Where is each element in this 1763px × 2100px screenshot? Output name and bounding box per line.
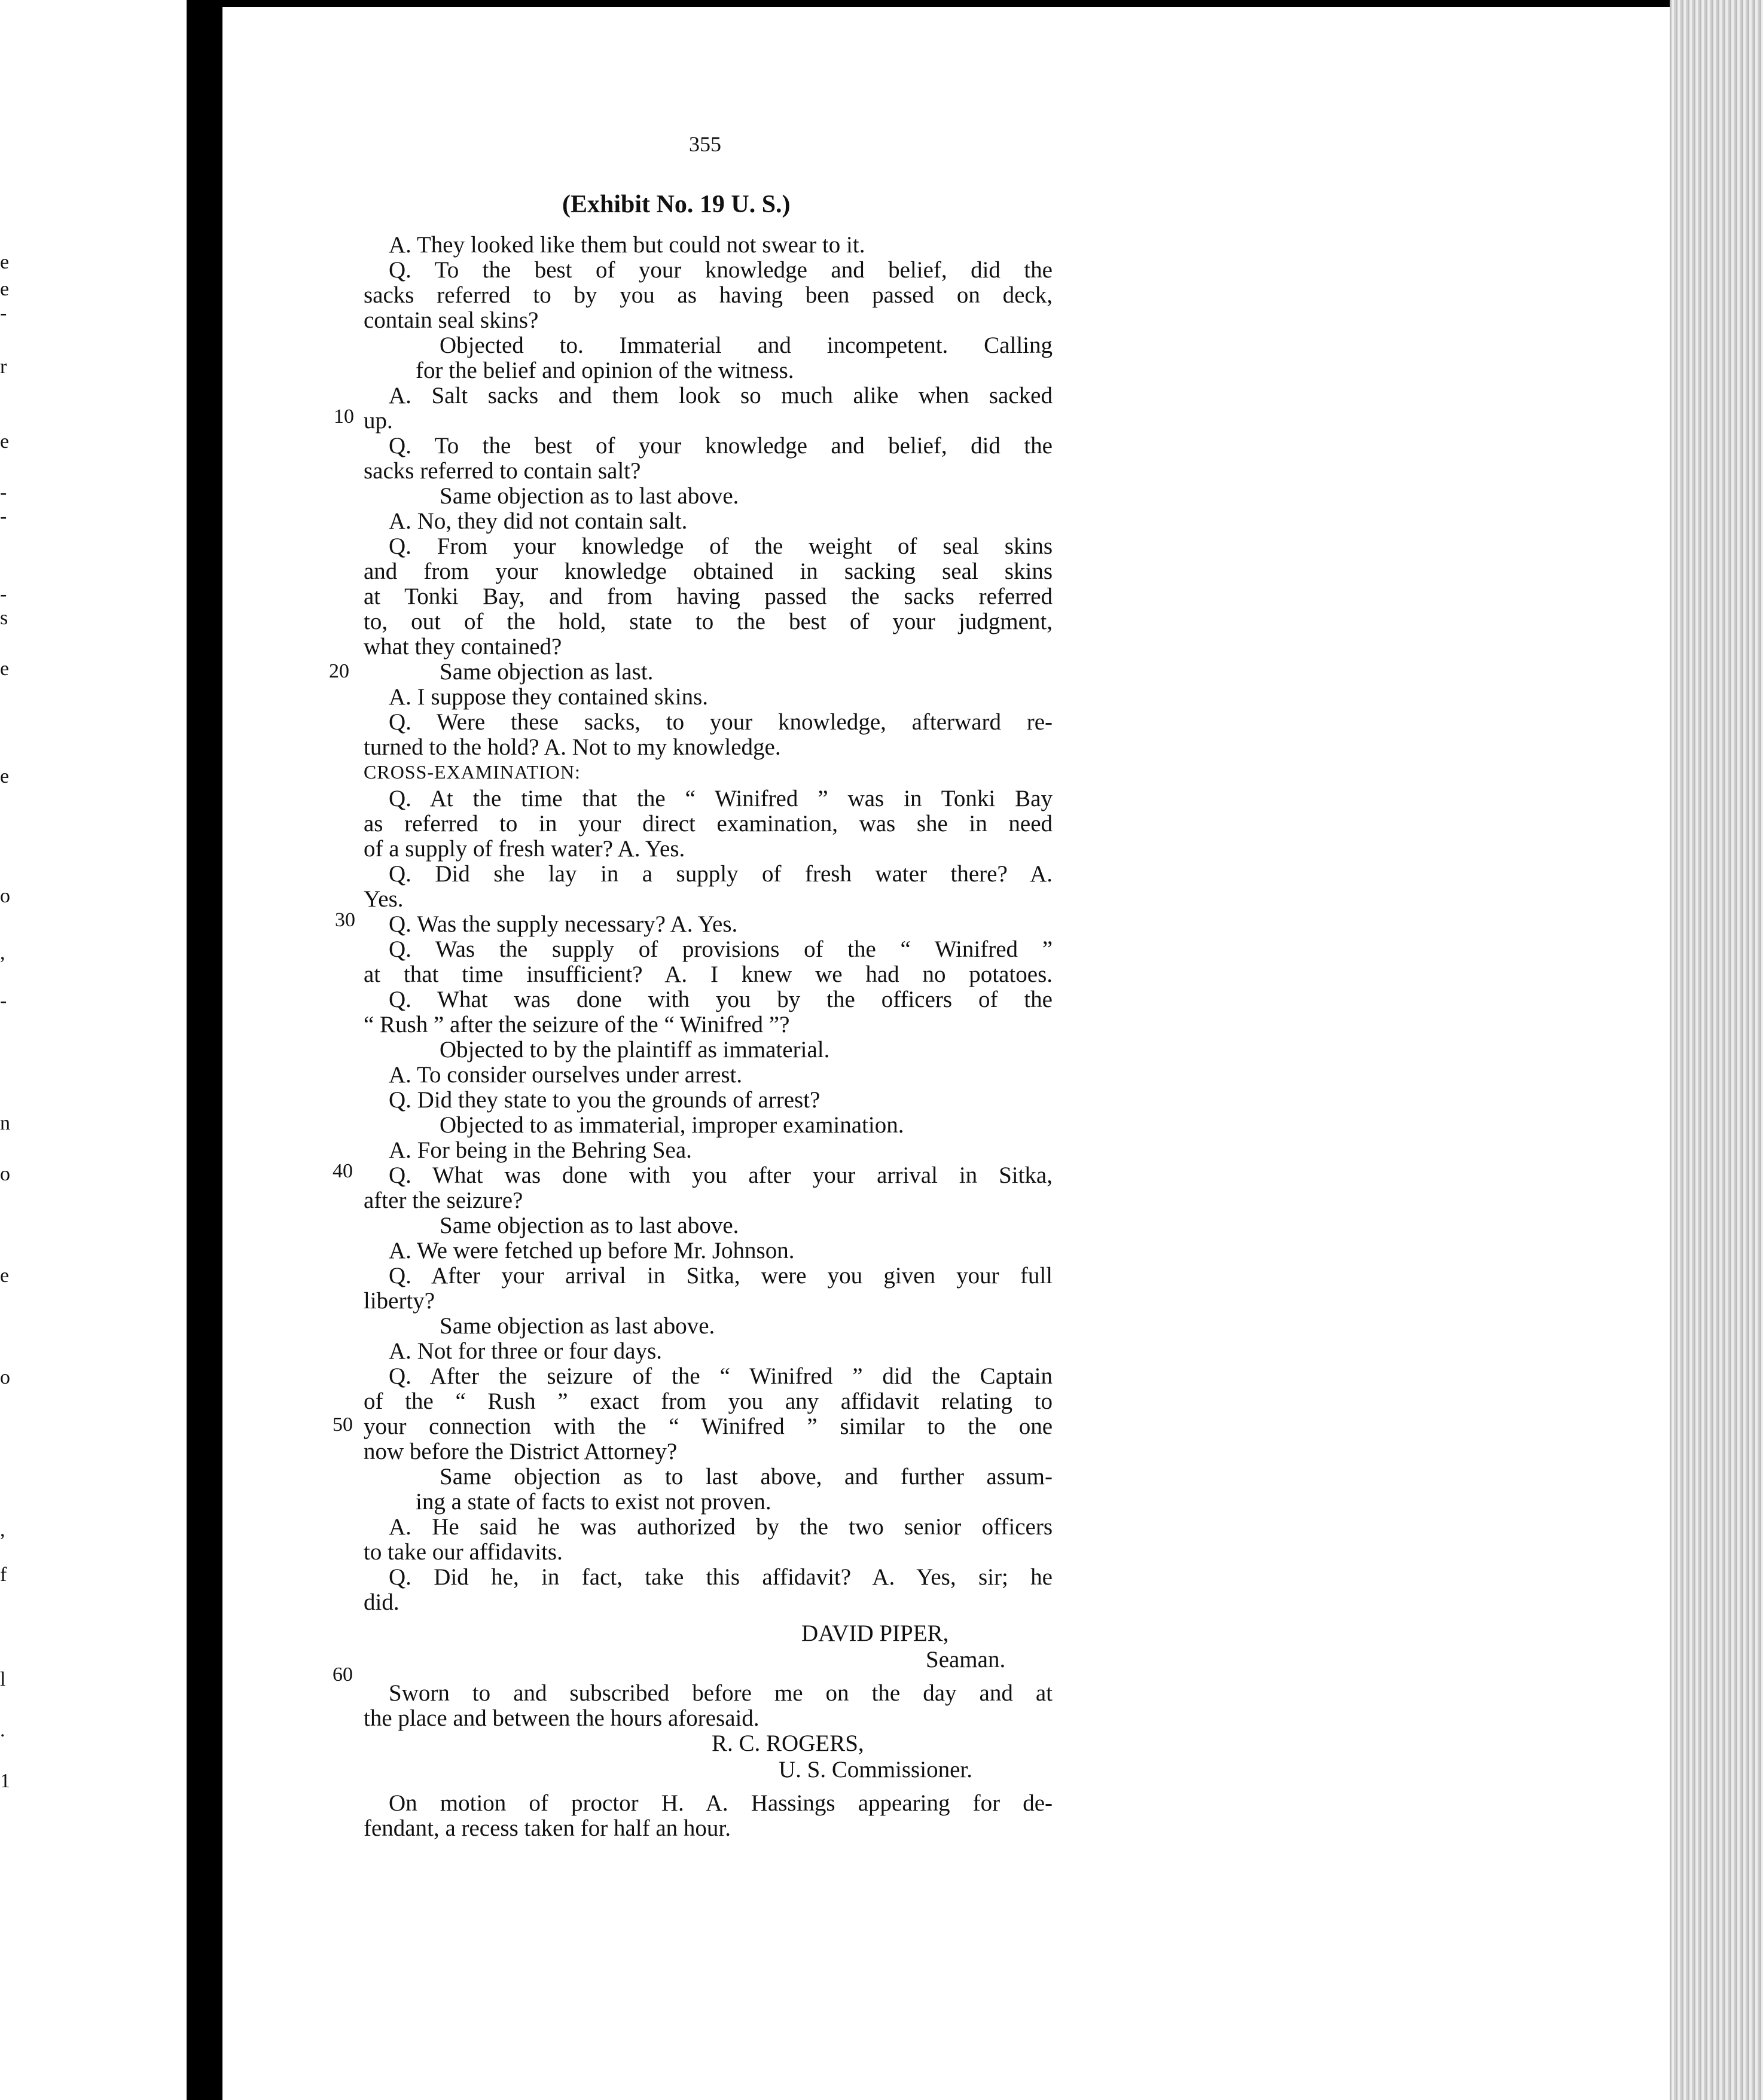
margin-fragment: . — [0, 1719, 5, 1741]
text-line: fendant, a recess taken for half an hour. — [364, 1815, 731, 1841]
text-line: liberty? — [364, 1288, 435, 1314]
text-line: Q. After your arrival in Sitka, were you given your full — [389, 1263, 1053, 1289]
text-line: A. We were fetched up before Mr. Johnson. — [389, 1238, 795, 1263]
text-line: Q. What was done with you after your arrival in Sitka, — [389, 1162, 1053, 1188]
margin-fragment: - — [0, 505, 7, 527]
text-line: at that time insufficient? A. I knew we had no potatoes. — [364, 962, 1053, 987]
text-line: of the “ Rush ” exact from you any affidavit relating to — [364, 1388, 1053, 1414]
margin-fragment: s — [0, 607, 8, 629]
text-line: A. To consider ourselves under arrest. — [389, 1062, 743, 1088]
text-line: sacks referred to contain salt? — [364, 458, 641, 484]
text-line: what they contained? — [364, 634, 562, 660]
margin-fragment: - — [0, 990, 7, 1012]
text-line: Q. To the best of your knowledge and belief, did the — [389, 433, 1053, 459]
margin-fragment: - — [0, 583, 7, 605]
text-line: to take our affidavits. — [364, 1539, 563, 1565]
margin-fragment: e — [0, 278, 10, 300]
page-stack-edge — [1670, 0, 1763, 2100]
text-line: the place and between the hours aforesaid. — [364, 1705, 760, 1731]
text-line: up. — [364, 408, 393, 434]
line-number: 50 — [333, 1414, 353, 1436]
line-number: 30 — [335, 909, 355, 931]
margin-fragment: - — [0, 302, 7, 324]
text-line: A. For being in the Behring Sea. — [389, 1137, 692, 1163]
text-line: Q. Was the supply necessary? A. Yes. — [389, 911, 738, 937]
text-line: Same objection as to last above, and further assum- — [440, 1464, 1053, 1489]
text-line: Q. At the time that the “ Winifred ” was in Tonki Bay — [389, 786, 1053, 811]
text-line: Objected to. Immaterial and incompetent. Calling — [440, 332, 1053, 358]
text-line: Same objection as to last above. — [440, 483, 739, 509]
book-gutter — [187, 0, 222, 2100]
margin-fragment: e — [0, 658, 10, 680]
margin-fragment: n — [0, 1112, 10, 1134]
commissioner-title: U. S. Commissioner. — [779, 1757, 972, 1782]
margin-fragment: o — [0, 1163, 10, 1185]
margin-fragment: o — [0, 885, 10, 907]
margin-fragment: , — [0, 942, 5, 964]
text-line: did. — [364, 1589, 399, 1615]
page-number: 355 — [689, 132, 721, 156]
text-line: turned to the hold? A. Not to my knowledge. — [364, 734, 781, 760]
margin-fragment: 1 — [0, 1770, 10, 1792]
margin-fragment: r — [0, 356, 7, 378]
line-number: 20 — [329, 660, 349, 682]
margin-fragment: e — [0, 1265, 10, 1287]
scan-edge — [222, 0, 1670, 7]
text-line: Objected to as immaterial, improper examination. — [440, 1112, 904, 1138]
signature-title: Seaman. — [926, 1647, 1006, 1672]
text-line: and from your knowledge obtained in sacking seal skins — [364, 558, 1053, 584]
text-line: Q. Did he, in fact, take this affidavit? A. Yes, sir; he — [389, 1564, 1053, 1590]
facing-page — [0, 0, 187, 2100]
text-line: at Tonki Bay, and from having passed the sacks referred — [364, 584, 1053, 609]
text-line: ing a state of facts to exist not proven. — [416, 1489, 771, 1515]
text-line: of a supply of fresh water? A. Yes. — [364, 836, 685, 862]
text-line: Same objection as last above. — [440, 1313, 715, 1339]
text-line: as referred to in your direct examination, was she in need — [364, 811, 1053, 837]
text-line: sacks referred to by you as having been passed on deck, — [364, 282, 1053, 308]
text-line: Q. Was the supply of provisions of the “ Winifred ” — [389, 936, 1053, 962]
text-line: On motion of proctor H. A. Hassings appearing for de- — [389, 1790, 1053, 1816]
exhibit-heading: (Exhibit No. 19 U. S.) — [562, 191, 791, 218]
text-line: Q. Did she lay in a supply of fresh water there? A. — [389, 861, 1053, 887]
text-line: Same objection as last. — [440, 659, 654, 685]
text-line: A. I suppose they contained skins. — [389, 684, 709, 710]
text-line: contain seal skins? — [364, 307, 539, 333]
margin-fragment: f — [0, 1564, 7, 1586]
text-line: Q. After the seizure of the “ Winifred ” did the Captain — [389, 1363, 1053, 1389]
margin-fragment: , — [0, 1519, 5, 1541]
text-line: Q. From your knowledge of the weight of seal skins — [389, 533, 1053, 559]
text-line: Objected to by the plaintiff as immaterial. — [440, 1037, 830, 1063]
text-line: Q. Did they state to you the grounds of arrest? — [389, 1087, 821, 1113]
text-line: Q. Were these sacks, to your knowledge, afterward re- — [389, 709, 1053, 735]
margin-fragment: - — [0, 481, 7, 503]
margin-fragment: e — [0, 251, 10, 273]
text-line: your connection with the “ Winifred ” similar to the one — [364, 1414, 1053, 1439]
line-number: 40 — [333, 1160, 353, 1182]
text-line: after the seizure? — [364, 1188, 523, 1213]
text-line: to, out of the hold, state to the best of your judgment, — [364, 609, 1053, 634]
line-number: 60 — [333, 1663, 353, 1686]
text-line: A. They looked like them but could not swear to it. — [389, 232, 865, 258]
text-line: Q. What was done with you by the officers of the — [389, 987, 1053, 1012]
text-line: Yes. — [364, 886, 404, 912]
text-line: now before the District Attorney? — [364, 1439, 678, 1464]
margin-fragment: e — [0, 765, 10, 788]
commissioner-name: R. C. ROGERS, — [712, 1730, 864, 1756]
text-line: Same objection as to last above. — [440, 1213, 739, 1238]
margin-fragment: o — [0, 1366, 10, 1388]
margin-fragment: e — [0, 431, 10, 453]
signature-name: DAVID PIPER, — [801, 1620, 949, 1646]
text-line: A. Salt sacks and them look so much alike when sacked — [389, 383, 1053, 408]
text-line: for the belief and opinion of the witness. — [416, 358, 794, 383]
text-line: A. Not for three or four days. — [389, 1338, 663, 1364]
line-number: 10 — [334, 405, 354, 428]
section-heading: CROSS-EXAMINATION: — [364, 761, 581, 783]
text-line: Sworn to and subscribed before me on the day and at — [389, 1680, 1053, 1706]
margin-fragment: l — [0, 1668, 6, 1690]
text-line: “ Rush ” after the seizure of the “ Winifred ”? — [364, 1012, 790, 1037]
text-line: Q. To the best of your knowledge and belief, did the — [389, 257, 1053, 283]
text-line: A. No, they did not contain salt. — [389, 508, 688, 534]
text-line: A. He said he was authorized by the two senior officers — [389, 1514, 1053, 1540]
